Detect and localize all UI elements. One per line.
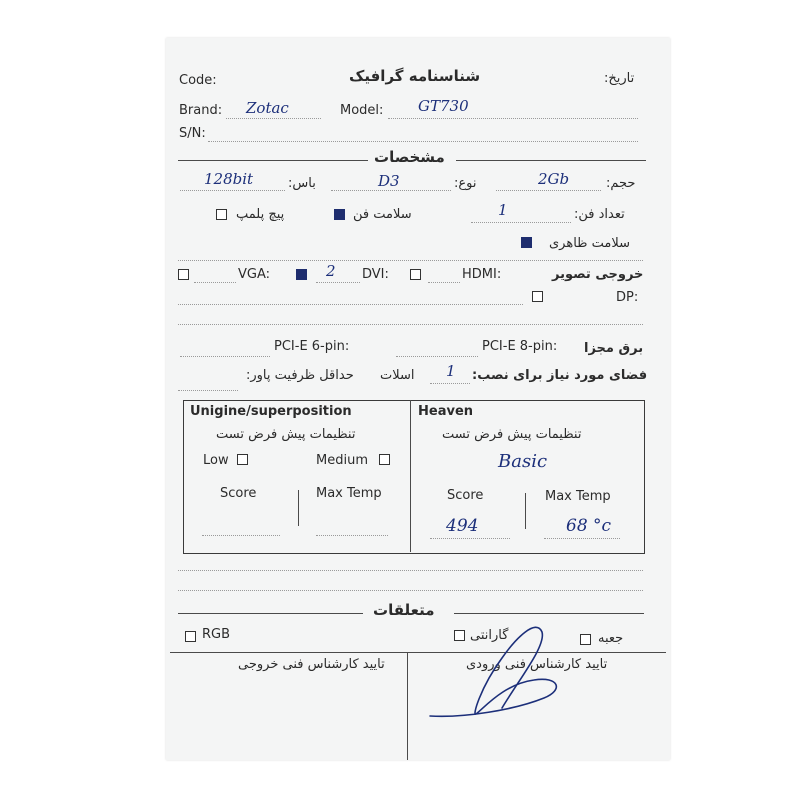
pcie8-line — [396, 356, 478, 357]
slot-line — [430, 383, 470, 384]
fan-count-value: 1 — [498, 201, 508, 219]
unigine-low-label: Low — [203, 453, 229, 468]
sn-label: S/N: — [179, 126, 206, 141]
rgb-checkbox[interactable] — [185, 631, 196, 642]
dvi-checkbox[interactable] — [296, 269, 307, 280]
volume-value: 2Gb — [538, 170, 570, 188]
pump-screw-checkbox[interactable] — [216, 209, 227, 220]
dp-label: DP: — [616, 290, 639, 305]
bus-label: باس: — [288, 176, 316, 191]
min-power-line — [178, 390, 238, 391]
slot-value: 1 — [446, 362, 456, 380]
type-label: نوع: — [454, 176, 477, 191]
heaven-preset: تنظیمات پیش فرض تست — [442, 427, 582, 442]
pcie6-label: PCI-E 6-pin: — [274, 339, 350, 354]
fan-count-line — [471, 222, 571, 223]
heaven-maxtemp-label: Max Temp — [545, 489, 611, 504]
install-label: فضای مورد نیاز برای نصب: — [472, 368, 648, 383]
tests-divider — [410, 400, 411, 552]
bus-value: 128bit — [204, 170, 254, 188]
unigine-maxtemp-line — [316, 535, 388, 536]
graphics-card-form — [166, 38, 670, 760]
unigine-maxtemp-label: Max Temp — [316, 486, 382, 501]
dp-checkbox[interactable] — [532, 291, 543, 302]
box-label: جعبه — [598, 631, 624, 646]
approvals-split — [407, 652, 408, 760]
vga-line — [194, 282, 236, 283]
heaven-title: Heaven — [418, 404, 474, 419]
dvi-count: 2 — [326, 262, 336, 280]
unigine-preset: تنظیمات پیش فرض تست — [216, 427, 356, 442]
fan-health-checkbox[interactable] — [334, 209, 345, 220]
heaven-score-value: 494 — [446, 516, 479, 536]
model-value: GT730 — [418, 97, 469, 115]
pcie8-label: PCI-E 8-pin: — [482, 339, 558, 354]
model-label: Model: — [340, 103, 384, 118]
unigine-score-label: Score — [220, 486, 257, 501]
unigine-medium-checkbox[interactable] — [379, 454, 390, 465]
pcie6-line — [180, 356, 270, 357]
slot-unit: اسلات — [380, 368, 415, 383]
specs-title: مشخصات — [374, 148, 445, 166]
fan-health-label: سلامت فن — [353, 207, 412, 222]
brand-value: Zotac — [246, 99, 289, 117]
unigine-medium-label: Medium — [316, 453, 368, 468]
hdmi-checkbox[interactable] — [410, 269, 421, 280]
accessories-divider-right — [454, 613, 644, 614]
fan-count-label: تعداد فن: — [574, 207, 625, 222]
approval-in-label: تایید کارشناس فنی ورودی — [466, 657, 608, 672]
appearance-label: سلامت ظاهری — [549, 236, 631, 251]
accessories-divider-left — [178, 613, 363, 614]
vga-label: VGA: — [238, 267, 271, 282]
power-label: برق مجزا — [584, 341, 644, 356]
unigine-score-line — [202, 535, 280, 536]
heaven-score-divider — [525, 493, 526, 529]
hdmi-line — [428, 282, 460, 283]
blank-line-1 — [178, 324, 643, 325]
video-output-label: خروجی تصویر — [552, 267, 644, 282]
date-label: تاریخ: — [604, 71, 635, 86]
heaven-score-label: Score — [447, 488, 484, 503]
accessories-title: متعلقات — [373, 601, 435, 619]
volume-line — [496, 190, 601, 191]
unigine-low-checkbox[interactable] — [237, 454, 248, 465]
heaven-maxtemp-value: 68 °c — [566, 516, 612, 536]
sn-line — [208, 141, 638, 142]
unigine-title: Unigine/superposition — [190, 404, 352, 419]
type-value: D3 — [378, 172, 400, 190]
appearance-line — [178, 260, 643, 261]
bus-line — [180, 190, 285, 191]
approvals-divider — [170, 652, 666, 653]
hdmi-label: HDMI: — [462, 267, 502, 282]
vga-checkbox[interactable] — [178, 269, 189, 280]
heaven-preset-value: Basic — [498, 451, 548, 472]
dvi-line — [316, 282, 360, 283]
unigine-score-divider — [298, 490, 299, 526]
approval-out-label: تایید کارشناس فنی خروجی — [238, 657, 385, 672]
appearance-checkbox[interactable] — [521, 237, 532, 248]
dvi-label: DVI: — [362, 267, 389, 282]
warranty-label: گارانتی — [470, 628, 509, 643]
brand-label: Brand: — [179, 103, 223, 118]
form-title: شناسنامه گرافیک — [349, 67, 481, 85]
type-line — [331, 190, 451, 191]
signature-icon — [424, 618, 584, 728]
code-label: Code: — [179, 73, 217, 88]
brand-line — [226, 118, 321, 119]
specs-divider-right — [456, 160, 646, 161]
dp-line — [178, 304, 523, 305]
specs-divider-left — [178, 160, 368, 161]
volume-label: حجم: — [606, 176, 636, 191]
rgb-label: RGB — [202, 627, 231, 642]
heaven-score-line — [430, 538, 510, 539]
pump-screw-label: پیچ پلمپ — [236, 207, 285, 222]
heaven-maxtemp-line — [544, 538, 620, 539]
blank-line-2 — [178, 570, 643, 571]
min-power-label: حداقل ظرفیت پاور: — [246, 368, 354, 383]
model-line — [388, 118, 638, 119]
blank-line-3 — [178, 590, 643, 591]
